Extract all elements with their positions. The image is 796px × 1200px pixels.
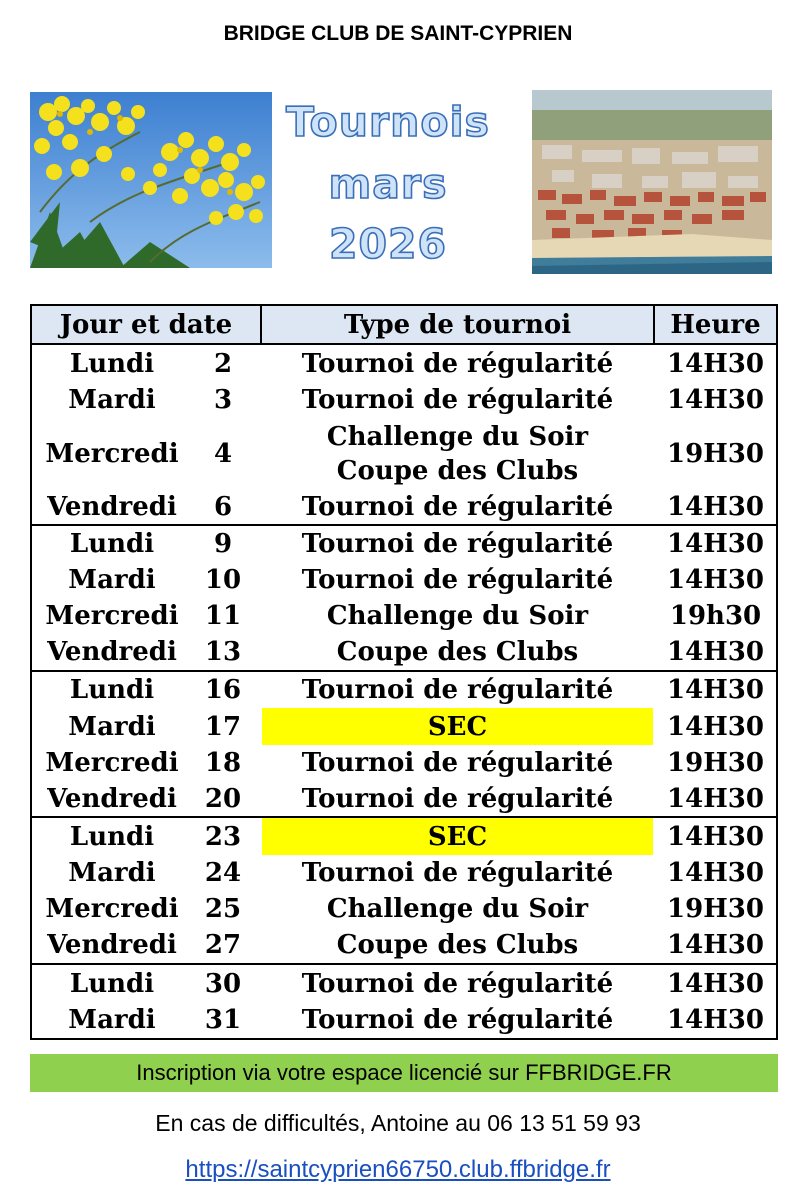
row-date: 6 xyxy=(213,491,233,522)
row-time: 14H30 xyxy=(667,491,764,522)
type-line: Tournoi de régularité xyxy=(301,748,614,778)
type-line: Tournoi de régularité xyxy=(301,565,614,595)
row-date: 13 xyxy=(204,637,242,667)
mimosa-photo xyxy=(30,92,272,268)
title-month: mars xyxy=(328,160,448,208)
row-type xyxy=(262,672,653,708)
row-day: Lundi xyxy=(69,968,155,999)
type-line: Tournoi de régularité xyxy=(301,968,614,999)
row-time: 14H30 xyxy=(667,1005,764,1035)
row-type xyxy=(262,891,653,927)
type-line: Tournoi de régularité xyxy=(301,348,614,379)
row-date: 4 xyxy=(213,438,233,469)
table-row xyxy=(32,965,776,1002)
row-type xyxy=(262,965,653,1002)
row-day: Mardi xyxy=(68,711,156,742)
row-day: Mardi xyxy=(68,565,156,595)
row-day: Lundi xyxy=(69,348,155,379)
row-time: 14H30 xyxy=(667,930,764,960)
table-row xyxy=(32,562,776,598)
row-date: 30 xyxy=(204,968,242,999)
row-time: 14H30 xyxy=(667,565,764,595)
row-date: 3 xyxy=(213,385,233,415)
row-type xyxy=(262,562,653,598)
table-row xyxy=(32,708,776,745)
table-row xyxy=(32,526,776,562)
type-line: Coupe des Clubs xyxy=(336,930,579,960)
table-row xyxy=(32,745,776,781)
row-date: 17 xyxy=(204,711,242,742)
row-date: 2 xyxy=(213,348,233,379)
row-date: 25 xyxy=(204,894,242,924)
contact-info: En cas de difficultés, Antoine au 06 13 51 59 93 xyxy=(155,1110,641,1136)
row-type xyxy=(262,927,653,963)
type-line: Tournoi de régularité xyxy=(301,783,614,814)
type-line: Tournoi de régularité xyxy=(301,491,614,522)
row-time: 14H30 xyxy=(667,858,764,888)
table-row xyxy=(32,927,776,963)
type-line: Coupe des Clubs xyxy=(336,455,579,486)
table-row xyxy=(32,855,776,891)
row-time: 14H30 xyxy=(667,348,764,379)
type-line: Tournoi de régularité xyxy=(301,858,614,888)
tournament-schedule-table xyxy=(30,304,778,1040)
type-line: Challenge du Soir xyxy=(326,421,589,452)
type-line: Tournoi de régularité xyxy=(301,1005,614,1035)
row-time: 14H30 xyxy=(667,783,764,814)
type-line: Coupe des Clubs xyxy=(336,637,579,667)
type-line: Challenge du Soir xyxy=(326,601,589,631)
row-time: 14H30 xyxy=(667,637,764,667)
row-day: Lundi xyxy=(69,821,155,852)
row-date: 9 xyxy=(213,529,233,559)
row-type xyxy=(262,1002,653,1038)
row-type-highlighted xyxy=(262,708,653,745)
row-date: 27 xyxy=(204,930,242,960)
row-time: 14H30 xyxy=(667,675,764,705)
type-line: SEC xyxy=(427,821,488,852)
table-row xyxy=(32,781,776,816)
club-website-link[interactable]: https://saintcyprien66750.club.ffbridge.fr xyxy=(185,1156,611,1183)
type-line: Tournoi de régularité xyxy=(301,385,614,415)
row-type xyxy=(262,418,653,489)
row-type xyxy=(262,634,653,670)
table-row xyxy=(32,382,776,418)
header-day-date: Jour et date xyxy=(32,306,260,343)
row-type xyxy=(262,526,653,562)
type-line: Tournoi de régularité xyxy=(301,675,614,705)
table-row xyxy=(32,1002,776,1038)
row-day: Vendredi xyxy=(47,930,177,960)
row-day: Mercredi xyxy=(45,748,179,778)
row-day: Mercredi xyxy=(45,894,179,924)
row-time: 14H30 xyxy=(667,711,764,742)
type-line: SEC xyxy=(427,711,488,742)
row-day: Lundi xyxy=(69,529,155,559)
header-time: Heure xyxy=(655,306,776,343)
row-date: 11 xyxy=(204,601,242,631)
row-type xyxy=(262,489,653,524)
row-day: Mardi xyxy=(68,385,156,415)
row-time: 19H30 xyxy=(667,894,764,924)
row-type xyxy=(262,345,653,382)
aerial-town-photo xyxy=(532,90,772,274)
title-tournois: Tournois xyxy=(286,98,490,146)
club-title: BRIDGE CLUB DE SAINT-CYPRIEN xyxy=(223,22,573,45)
type-line: Challenge du Soir xyxy=(326,894,589,924)
row-date: 20 xyxy=(204,783,242,814)
type-line: Tournoi de régularité xyxy=(301,529,614,559)
row-date: 18 xyxy=(204,748,242,778)
row-time: 19H30 xyxy=(667,748,764,778)
row-type-highlighted xyxy=(262,818,653,855)
row-date: 31 xyxy=(204,1005,242,1035)
row-time: 14H30 xyxy=(667,968,764,999)
title-year: 2026 xyxy=(328,220,448,268)
row-date: 16 xyxy=(204,675,242,705)
row-time: 14H30 xyxy=(667,821,764,852)
table-row xyxy=(32,598,776,634)
row-day: Mercredi xyxy=(45,438,179,469)
row-type xyxy=(262,745,653,781)
row-date: 23 xyxy=(204,821,242,852)
row-day: Vendredi xyxy=(47,491,177,522)
table-row xyxy=(32,634,776,670)
row-time: 14H30 xyxy=(667,529,764,559)
row-date: 24 xyxy=(204,858,242,888)
row-time: 19H30 xyxy=(667,438,764,469)
row-day: Mercredi xyxy=(45,601,179,631)
row-type xyxy=(262,855,653,891)
row-type xyxy=(262,382,653,418)
row-type xyxy=(262,781,653,816)
header-tournament-type: Type de tournoi xyxy=(262,306,653,343)
row-type xyxy=(262,598,653,634)
row-day: Mardi xyxy=(68,858,156,888)
signup-banner: Inscription via votre espace licencié sur FFBRIDGE.FR xyxy=(30,1054,778,1092)
table-row xyxy=(32,672,776,708)
row-day: Mardi xyxy=(68,1005,156,1035)
row-day: Lundi xyxy=(69,675,155,705)
row-day: Vendredi xyxy=(47,637,177,667)
table-row xyxy=(32,489,776,524)
row-time: 19h30 xyxy=(669,601,762,631)
row-day: Vendredi xyxy=(47,783,177,814)
table-row xyxy=(32,891,776,927)
table-row xyxy=(32,818,776,855)
table-row xyxy=(32,418,776,489)
row-date: 10 xyxy=(204,565,242,595)
row-time: 14H30 xyxy=(667,385,764,415)
table-row xyxy=(32,345,776,382)
